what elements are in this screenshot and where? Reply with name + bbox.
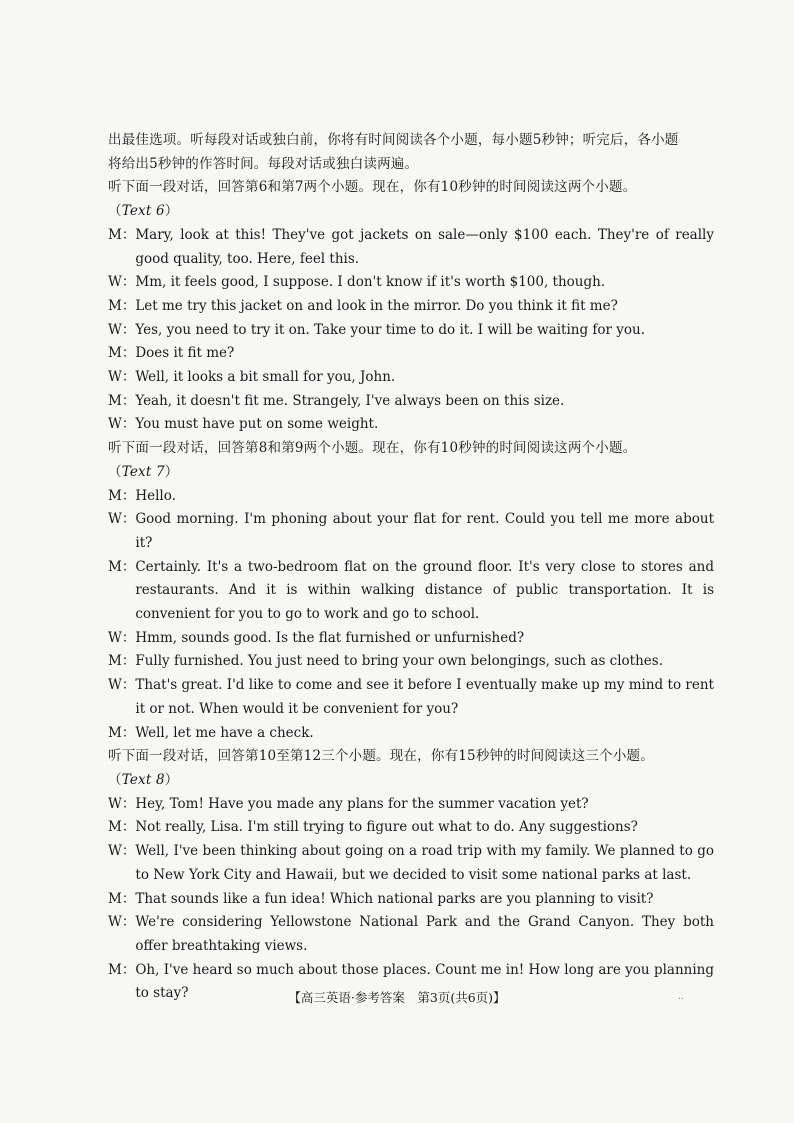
speaker-label: M： (108, 653, 136, 670)
speaker-label: M： (108, 890, 136, 907)
label-close-paren: ） (164, 771, 179, 788)
dialogue-turn (108, 722, 714, 746)
section-instruction: 听下面一段对话，回答第8和第9两个小题。现在，你有10秒钟的时间阅读这两个小题。 (108, 440, 637, 457)
utterance-text: That sounds like a fun idea! Which national parks are you planning to visit? (135, 890, 654, 907)
label-text: Text 6 (121, 203, 165, 220)
speaker-label: M： (108, 961, 136, 978)
dialogue-turn (108, 342, 714, 366)
dialogue-turn (108, 816, 714, 840)
dialogue-turn (108, 888, 714, 912)
utterance-text: Mary, look at this! They've got jackets on sale—only $100 each. They're of really good quality, too. Here, feel this. (135, 226, 714, 267)
utterance-text: Fully furnished. You just need to bring your own belongings, such as clothes. (135, 653, 664, 670)
label-open-paren: （ (108, 203, 122, 220)
text-label (108, 461, 714, 485)
intro-line-1: 出最佳选项。听每段对话或独白前，你将有时间阅读各个小题，每小题5秒钟；听完后，各小题 (108, 132, 679, 148)
text-label (108, 200, 714, 224)
corner-mark: .. (678, 992, 684, 1002)
speaker-label: M： (108, 297, 136, 314)
label-open-paren: （ (108, 463, 122, 480)
speaker-label: M： (108, 819, 136, 836)
dialogue-turn (108, 793, 714, 817)
speaker-label: M： (108, 226, 136, 243)
dialogue-turn (108, 224, 714, 271)
utterance-text: Mm, it feels good, I suppose. I don't know if it's worth $100, though. (135, 274, 606, 291)
speaker-label: W： (108, 843, 136, 860)
utterance-text: You must have put on some weight. (135, 416, 379, 433)
speaker-label: W： (108, 629, 136, 646)
dialogue-turn (108, 627, 714, 651)
utterance-text: Hello. (135, 487, 176, 504)
label-close-paren: ） (164, 463, 179, 480)
dialogue-turn (108, 366, 714, 390)
speaker-label: W： (108, 511, 136, 528)
utterance-text: Yes, you need to try it on. Take your time to do it. I will be waiting for you. (135, 321, 646, 338)
utterance-text: Does it fit me? (135, 345, 235, 362)
dialogue-turn (108, 556, 714, 627)
speaker-label: W： (108, 795, 136, 812)
dialogue-turn (108, 295, 714, 319)
utterance-text: Let me try this jacket on and look in the mirror. Do you think it fit me? (135, 297, 618, 314)
utterance-text: That's great. I'd like to come and see it before I eventually make up my mind to rent it or not. When would it be convenient for you? (135, 677, 714, 717)
dialogue-turn (108, 390, 714, 414)
speaker-label: W： (108, 274, 136, 291)
speaker-label: M： (108, 724, 136, 741)
utterance-text: Yeah, it doesn't fit me. Strangely, I've always been on this size. (135, 392, 565, 409)
speaker-label: W： (108, 677, 136, 694)
intro-line-2: 将给出5秒钟的作答时间。每段对话或独白读两遍。 (108, 155, 419, 172)
label-text: Text 7 (121, 463, 165, 480)
dialogue-turn (108, 650, 714, 674)
speaker-label: M： (108, 558, 136, 575)
speaker-label: W： (108, 914, 136, 931)
utterance-text: Not really, Lisa. I'm still trying to figure out what to do. Any suggestions? (135, 819, 638, 836)
dialogue-turn (108, 840, 714, 887)
dialogue-turn (108, 485, 714, 509)
dialogue-turn (108, 319, 714, 343)
speaker-label: M： (108, 487, 136, 504)
dialogue-turn (108, 413, 714, 437)
label-close-paren: ） (164, 203, 179, 220)
speaker-label: M： (108, 345, 136, 362)
section-instruction: 听下面一段对话，回答第6和第7两个小题。现在，你有10秒钟的时间阅读这两个小题。 (108, 179, 637, 196)
text-label (108, 769, 714, 793)
section-instruction: 听下面一段对话，回答第10至第12三个小题。现在，你有15秒钟的时间阅读这三个小题。 (108, 748, 654, 765)
utterance-text: Well, let me have a check. (135, 724, 314, 741)
label-text: Text 8 (121, 771, 165, 788)
utterance-text: Good morning. I'm phoning about your flat for rent. Could you tell me more about it? (135, 511, 714, 551)
utterance-text: Well, it looks a bit small for you, John. (135, 369, 396, 386)
speaker-label: W： (108, 369, 136, 386)
dialogue-turn (108, 508, 714, 555)
dialogue-sections (108, 176, 714, 1006)
utterance-text: Certainly. It's a two-bedroom flat on the ground floor. It's very close to stores and restaurants. And it is within walking distance of public transportation. It is convenient for you to go to work and go to school. (135, 558, 714, 623)
utterance-text: Oh, I've heard so much about those places. Count me in! How long are you planning to stay? (135, 961, 714, 1002)
utterance-text: Well, I've been thinking about going on a road trip with my family. We planned to go to New York City and Hawaii, but we decided to visit some national parks at last. (135, 843, 714, 883)
dialogue-turn (108, 911, 714, 958)
label-open-paren: （ (108, 771, 122, 788)
page-footer: 【高三英语·参考答案 第3页(共6页)】 (288, 990, 506, 1005)
utterance-text: Hey, Tom! Have you made any plans for the summer vacation yet? (135, 795, 589, 812)
dialogue-turn (108, 271, 714, 295)
utterance-text: Hmm, sounds good. Is the flat furnished or unfurnished? (135, 629, 525, 646)
dialogue-turn (108, 674, 714, 721)
speaker-label: W： (108, 416, 136, 433)
utterance-text: We're considering Yellowstone National Park and the Grand Canyon. They both offer breathtaking views. (135, 914, 714, 954)
speaker-label: W： (108, 321, 136, 338)
speaker-label: M： (108, 392, 136, 409)
